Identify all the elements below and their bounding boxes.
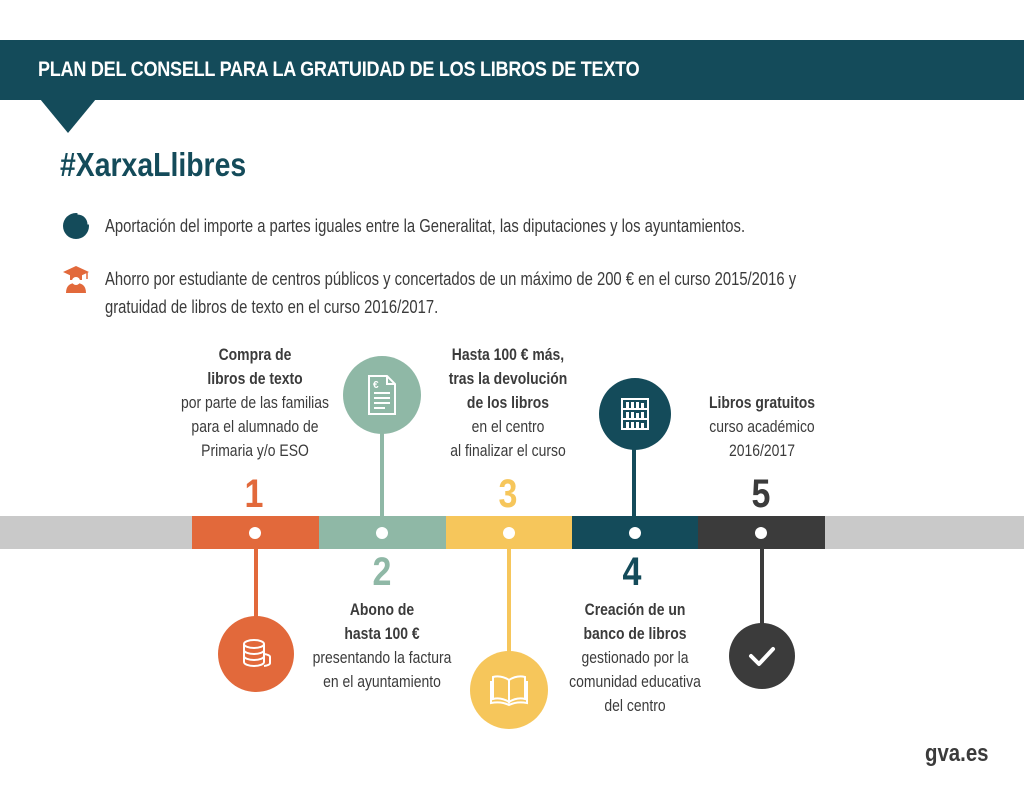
step-desc-line: curso académico xyxy=(709,417,815,436)
step-number-1: 1 xyxy=(244,472,264,516)
timeline-dot xyxy=(755,527,767,539)
step-title-line: libros de texto xyxy=(207,369,303,388)
step-title-line: tras la devolución xyxy=(448,369,568,388)
step-number-2: 2 xyxy=(372,550,392,594)
step-title-line: Libros gratuitos xyxy=(708,393,816,412)
step-title-line: Creación de un xyxy=(584,600,686,619)
step-circle-5 xyxy=(729,623,795,689)
step-text-3 xyxy=(410,343,607,463)
timeline-dot xyxy=(249,527,261,539)
timeline-dot xyxy=(503,527,515,539)
step-stem-4 xyxy=(632,448,636,518)
step-desc-line: presentando la factura xyxy=(312,648,452,667)
step-desc-line: en el ayuntamiento xyxy=(323,672,441,691)
pie-chart-icon xyxy=(62,212,90,240)
step-title-line: de los libros xyxy=(466,393,550,412)
hashtag-heading: #XarxaLlibres xyxy=(60,146,247,183)
timeline-segment-2 xyxy=(319,516,446,549)
step-stem-1 xyxy=(254,549,258,621)
step-stem-5 xyxy=(760,549,764,627)
step-circle-1 xyxy=(218,616,294,692)
timeline-segment-4 xyxy=(572,516,699,549)
svg-text:€: € xyxy=(373,380,379,391)
bookshelf-icon xyxy=(620,397,650,431)
invoice-icon xyxy=(363,373,401,417)
step-circle-4 xyxy=(599,378,671,450)
step-desc-line: en el centro xyxy=(471,417,545,436)
step-text-4 xyxy=(537,598,734,718)
step-desc-line: 2016/2017 xyxy=(729,441,795,460)
bullet-text-1 xyxy=(105,212,745,240)
banner-pointer xyxy=(40,99,96,133)
timeline-segment-5 xyxy=(698,516,825,549)
step-text-1 xyxy=(157,343,354,463)
step-desc-line: del centro xyxy=(604,696,666,715)
timeline-segment-1 xyxy=(192,516,319,549)
step-number-3: 3 xyxy=(498,472,518,516)
coins-icon xyxy=(236,634,276,674)
step-number-4: 4 xyxy=(622,550,642,594)
step-stem-2 xyxy=(380,432,384,518)
bullet-line: Aportación del importe a partes iguales entre la Generalitat, las diputaciones y los ayuntamientos. xyxy=(105,215,746,236)
step-desc-line: para el alumnado de xyxy=(191,417,319,436)
step-desc-line: por parte de las familias xyxy=(180,393,329,412)
timeline-dot xyxy=(629,527,641,539)
step-title-line: Hasta 100 € más, xyxy=(451,345,565,364)
checkmark-icon xyxy=(747,644,777,668)
step-desc-line: comunidad educativa xyxy=(569,672,701,691)
step-desc-line: gestionado por la xyxy=(581,648,689,667)
timeline-dot xyxy=(376,527,388,539)
step-title-line: Abono de xyxy=(349,600,415,619)
step-desc-line: Primaria y/o ESO xyxy=(201,441,309,460)
step-text-2 xyxy=(284,598,481,694)
step-title-line: Compra de xyxy=(218,345,292,364)
bullet-text-2 xyxy=(105,265,796,321)
timeline-segment-3 xyxy=(446,516,573,549)
bullet-line: Ahorro por estudiante de centros públicos y concertados de un máximo de 200 € en el curso 2015/2016 y xyxy=(105,268,797,289)
step-title-line: hasta 100 € xyxy=(344,624,420,643)
page-title: PLAN DEL CONSELL PARA LA GRATUIDAD DE LOS LIBROS DE TEXTO xyxy=(38,58,640,81)
bullet-line: gratuidad de libros de texto en el curso 2016/2017. xyxy=(105,296,439,317)
footer-brand: gva.es xyxy=(925,740,989,767)
open-book-icon xyxy=(489,672,529,708)
graduate-icon xyxy=(62,264,90,294)
step-text-5 xyxy=(664,391,861,463)
step-stem-3 xyxy=(507,549,511,653)
step-number-5: 5 xyxy=(751,472,771,516)
step-desc-line: al finalizar el curso xyxy=(450,441,566,460)
step-title-line: banco de libros xyxy=(583,624,687,643)
